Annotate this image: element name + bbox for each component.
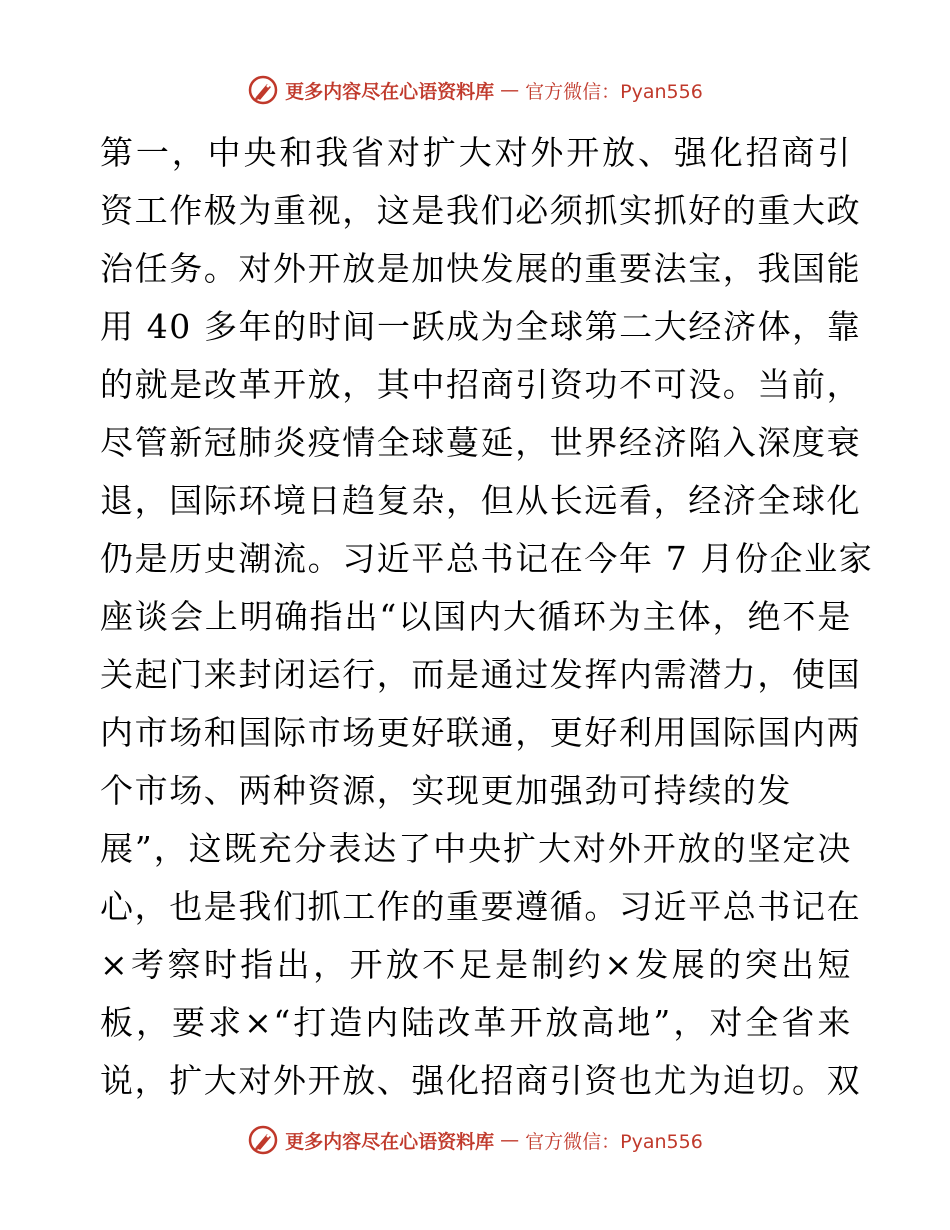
text-line: 个市场、两种资源，实现更加强劲可持续的发 — [100, 771, 792, 810]
footer-watermark — [0, 1120, 950, 1160]
document-body — [100, 124, 874, 1110]
pen-nib-logo-icon — [247, 74, 279, 106]
text-line: ×考察时指出，开放不足是制约×发展的突出短 — [100, 945, 852, 984]
text-line: 尽管新冠肺炎疫情全球蔓延，世界经济陷入深度衰 — [100, 423, 862, 462]
text-line: 说，扩大对外开放、强化招商引资也尤为迫切。双 — [100, 1061, 862, 1100]
watermark-separator: — — [500, 79, 520, 101]
text-line: 退，国际环境日趋复杂，但从长远看，经济全球化 — [100, 481, 862, 520]
watermark-separator: — — [500, 1129, 520, 1151]
watermark-contact-text: 官方微信：Pyan556 — [525, 80, 703, 103]
text-line: 治任务。对外开放是加快发展的重要法宝，我国能 — [100, 249, 862, 288]
watermark-contact-text: 官方微信：Pyan556 — [525, 1130, 703, 1153]
text-line: 内市场和国际市场更好联通，更好利用国际国内两 — [100, 713, 862, 752]
text-line: 关起门来封闭运行，而是通过发挥内需潜力，使国 — [100, 655, 862, 694]
header-watermark — [0, 70, 950, 110]
pen-nib-logo-icon — [247, 1124, 279, 1156]
text-line: 展”，这既充分表达了中央扩大对外开放的坚定决 — [100, 829, 852, 868]
watermark-main-text: 更多内容尽在心语资料库 — [285, 80, 495, 103]
text-line: 心，也是我们抓工作的重要遵循。习近平总书记在 — [100, 887, 862, 926]
text-line: 座谈会上明确指出“以国内大循环为主体，绝不是 — [100, 597, 852, 636]
text-line: 用 40 多年的时间一跃成为全球第二大经济体，靠 — [100, 307, 862, 346]
text-line: 板，要求×“打造内陆改革开放高地”，对全省来 — [100, 1003, 852, 1042]
text-line: 的就是改革开放，其中招商引资功不可没。当前， — [100, 365, 862, 404]
text-line: 仍是历史潮流。习近平总书记在今年 7 月份企业家 — [100, 539, 874, 578]
text-line: 第一，中央和我省对扩大对外开放、强化招商引 — [100, 133, 852, 172]
text-line: 资工作极为重视，这是我们必须抓实抓好的重大政 — [100, 191, 862, 230]
watermark-main-text: 更多内容尽在心语资料库 — [285, 1130, 495, 1153]
